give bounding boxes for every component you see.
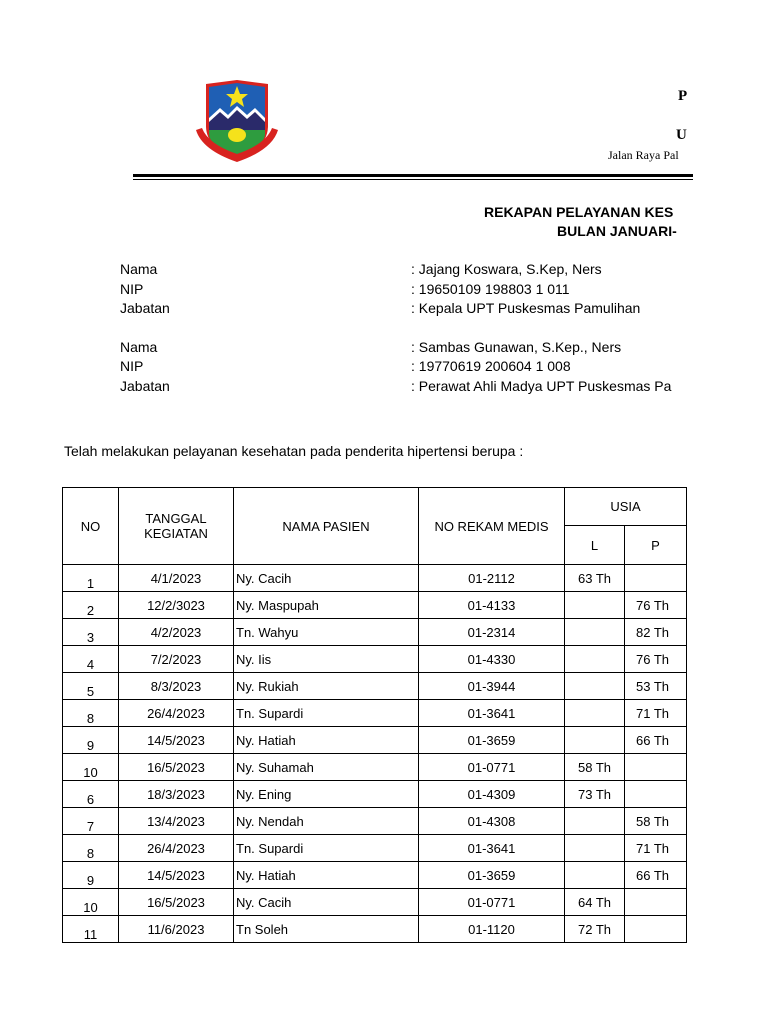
person-2-position: : Perawat Ahli Madya UPT Puskesmas Pa bbox=[411, 378, 672, 394]
row-no: 2 bbox=[63, 592, 119, 619]
person-1-nip-label: NIP bbox=[120, 281, 144, 297]
table-row bbox=[63, 592, 687, 619]
row-no: 5 bbox=[63, 673, 119, 700]
report-title: REKAPAN PELAYANAN KES bbox=[484, 204, 674, 220]
row-age-p: 76 Th bbox=[625, 646, 687, 673]
row-patient-name: Ny. Hatiah bbox=[234, 727, 419, 754]
row-age-l: 63 Th bbox=[565, 565, 625, 592]
row-no: 11 bbox=[63, 916, 119, 943]
row-medical-record: 01-3659 bbox=[419, 862, 565, 889]
row-patient-name: Ny. Cacih bbox=[234, 889, 419, 916]
row-age-l bbox=[565, 727, 625, 754]
row-patient-name: Ny. Cacih bbox=[234, 565, 419, 592]
table-row bbox=[63, 862, 687, 889]
table-row bbox=[63, 889, 687, 916]
person-1-name-label: Nama bbox=[120, 261, 158, 277]
row-no: 6 bbox=[63, 781, 119, 808]
table-row bbox=[63, 835, 687, 862]
row-age-p: 66 Th bbox=[625, 862, 687, 889]
row-patient-name: Ny. Nendah bbox=[234, 808, 419, 835]
row-date: 16/5/2023 bbox=[119, 889, 234, 916]
row-medical-record: 01-3641 bbox=[419, 700, 565, 727]
row-age-l bbox=[565, 646, 625, 673]
row-date: 26/4/2023 bbox=[119, 700, 234, 727]
header-nama-pasien: NAMA PASIEN bbox=[234, 488, 419, 565]
intro-statement: Telah melakukan pelayanan kesehatan pada penderita hipertensi berupa : bbox=[64, 443, 524, 459]
person-2-position-label: Jabatan bbox=[120, 378, 170, 394]
patient-rows bbox=[63, 565, 687, 943]
row-no: 8 bbox=[63, 835, 119, 862]
header-usia-l: L bbox=[565, 526, 625, 565]
header-no: NO bbox=[63, 488, 119, 565]
row-date: 18/3/2023 bbox=[119, 781, 234, 808]
row-age-l: 58 Th bbox=[565, 754, 625, 781]
row-patient-name: Ny. Iis bbox=[234, 646, 419, 673]
row-no: 9 bbox=[63, 727, 119, 754]
row-age-l bbox=[565, 592, 625, 619]
person-2-nip-label: NIP bbox=[120, 358, 144, 374]
row-age-l bbox=[565, 808, 625, 835]
row-medical-record: 01-2314 bbox=[419, 619, 565, 646]
table-row bbox=[63, 727, 687, 754]
row-medical-record: 01-4309 bbox=[419, 781, 565, 808]
row-medical-record: 01-4308 bbox=[419, 808, 565, 835]
row-age-p bbox=[625, 916, 687, 943]
table-row bbox=[63, 700, 687, 727]
row-medical-record: 01-0771 bbox=[419, 754, 565, 781]
person-1-name: : Jajang Koswara, S.Kep, Ners bbox=[411, 261, 602, 277]
table-row bbox=[63, 619, 687, 646]
row-age-l: 72 Th bbox=[565, 916, 625, 943]
row-date: 8/3/2023 bbox=[119, 673, 234, 700]
row-date: 14/5/2023 bbox=[119, 862, 234, 889]
row-age-p: 82 Th bbox=[625, 619, 687, 646]
header-usia-p: P bbox=[625, 526, 687, 565]
row-age-p bbox=[625, 781, 687, 808]
row-date: 12/2/3023 bbox=[119, 592, 234, 619]
row-no: 8 bbox=[63, 700, 119, 727]
row-age-p bbox=[625, 889, 687, 916]
row-date: 13/4/2023 bbox=[119, 808, 234, 835]
row-patient-name: Ny. Maspupah bbox=[234, 592, 419, 619]
header-tanggal bbox=[119, 488, 234, 565]
row-medical-record: 01-1120 bbox=[419, 916, 565, 943]
row-medical-record: 01-3659 bbox=[419, 727, 565, 754]
table-row bbox=[63, 754, 687, 781]
person-1-position: : Kepala UPT Puskesmas Pamulihan bbox=[411, 300, 641, 316]
row-date: 14/5/2023 bbox=[119, 727, 234, 754]
table-row bbox=[63, 646, 687, 673]
row-age-p: 71 Th bbox=[625, 835, 687, 862]
patient-table bbox=[62, 487, 687, 943]
letterhead-line-2: U bbox=[676, 127, 687, 143]
row-patient-name: Ny. Hatiah bbox=[234, 862, 419, 889]
person-2-name-label: Nama bbox=[120, 339, 158, 355]
row-medical-record: 01-2112 bbox=[419, 565, 565, 592]
header-usia: USIA bbox=[565, 488, 687, 526]
row-medical-record: 01-3944 bbox=[419, 673, 565, 700]
table-row bbox=[63, 808, 687, 835]
table-row bbox=[63, 565, 687, 592]
row-date: 11/6/2023 bbox=[119, 916, 234, 943]
row-age-p bbox=[625, 565, 687, 592]
row-medical-record: 01-3641 bbox=[419, 835, 565, 862]
row-patient-name: Tn. Supardi bbox=[234, 700, 419, 727]
letterhead-address: Jalan Raya Pal bbox=[608, 148, 679, 162]
row-age-l bbox=[565, 619, 625, 646]
header-no-rekam-medis: NO REKAM MEDIS bbox=[419, 488, 565, 565]
row-no: 9 bbox=[63, 862, 119, 889]
row-age-p: 76 Th bbox=[625, 592, 687, 619]
row-age-p bbox=[625, 754, 687, 781]
header-tanggal-text: TANGGAL KEGIATAN bbox=[144, 511, 208, 541]
letterhead-divider-thin bbox=[133, 179, 693, 180]
row-no: 10 bbox=[63, 754, 119, 781]
row-age-l: 73 Th bbox=[565, 781, 625, 808]
letterhead-line-1: P bbox=[678, 88, 688, 104]
report-period: BULAN JANUARI- bbox=[557, 223, 677, 239]
row-no: 10 bbox=[63, 889, 119, 916]
row-no: 1 bbox=[63, 565, 119, 592]
table-row bbox=[63, 673, 687, 700]
person-2-nip: : 19770619 200604 1 008 bbox=[411, 358, 571, 374]
person-1-position-label: Jabatan bbox=[120, 300, 170, 316]
row-medical-record: 01-0771 bbox=[419, 889, 565, 916]
row-date: 16/5/2023 bbox=[119, 754, 234, 781]
person-2-name: : Sambas Gunawan, S.Kep., Ners bbox=[411, 339, 622, 355]
row-age-p: 66 Th bbox=[625, 727, 687, 754]
row-patient-name: Ny. Rukiah bbox=[234, 673, 419, 700]
row-age-p: 58 Th bbox=[625, 808, 687, 835]
person-1-nip: : 19650109 198803 1 011 bbox=[411, 281, 570, 297]
row-age-p: 71 Th bbox=[625, 700, 687, 727]
table-row bbox=[63, 781, 687, 808]
row-no: 3 bbox=[63, 619, 119, 646]
row-medical-record: 01-4330 bbox=[419, 646, 565, 673]
letterhead-divider-thick bbox=[133, 174, 693, 177]
row-medical-record: 01-4133 bbox=[419, 592, 565, 619]
row-date: 4/1/2023 bbox=[119, 565, 234, 592]
row-age-l bbox=[565, 862, 625, 889]
row-patient-name: Ny. Suhamah bbox=[234, 754, 419, 781]
row-age-l bbox=[565, 673, 625, 700]
row-date: 7/2/2023 bbox=[119, 646, 234, 673]
row-age-l bbox=[565, 835, 625, 862]
row-date: 4/2/2023 bbox=[119, 619, 234, 646]
row-no: 7 bbox=[63, 808, 119, 835]
table-row bbox=[63, 916, 687, 943]
row-patient-name: Tn. Supardi bbox=[234, 835, 419, 862]
row-patient-name: Tn Soleh bbox=[234, 916, 419, 943]
row-age-p: 53 Th bbox=[625, 673, 687, 700]
row-patient-name: Ny. Ening bbox=[234, 781, 419, 808]
row-age-l bbox=[565, 700, 625, 727]
row-age-l: 64 Th bbox=[565, 889, 625, 916]
row-patient-name: Tn. Wahyu bbox=[234, 619, 419, 646]
row-date: 26/4/2023 bbox=[119, 835, 234, 862]
row-no: 4 bbox=[63, 646, 119, 673]
